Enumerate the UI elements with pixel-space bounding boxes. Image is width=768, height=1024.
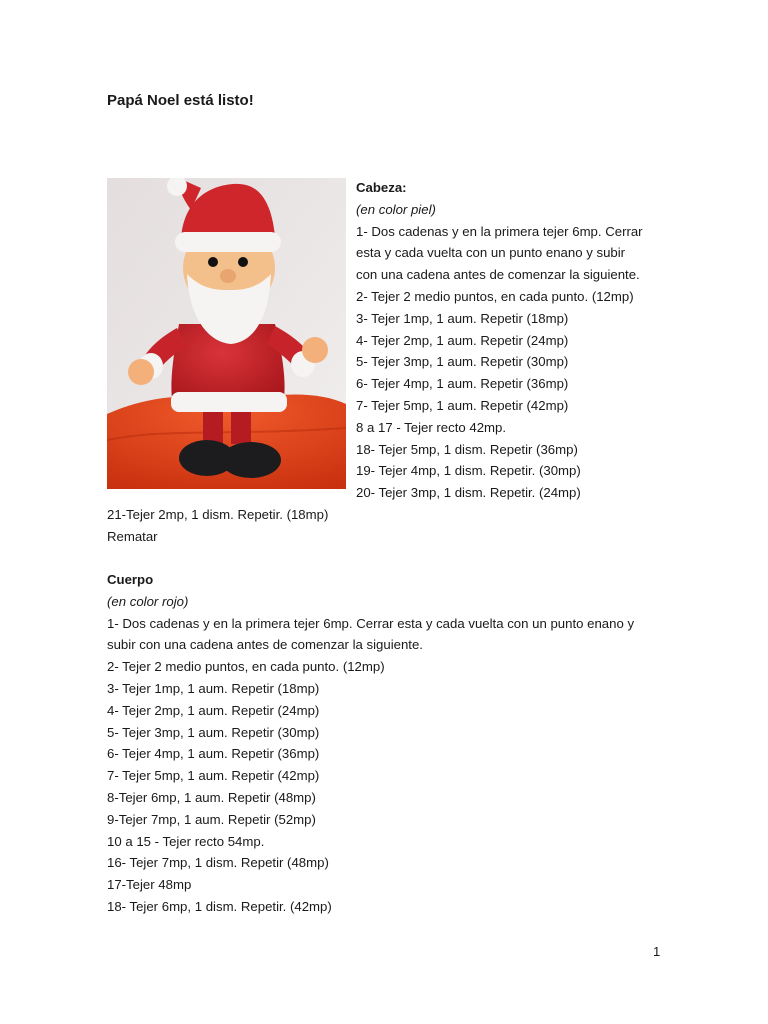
head-line: 5- Tejer 3mp, 1 aum. Repetir (30mp) xyxy=(356,354,569,370)
head-line: esta y cada vuelta con un punto enano y subir xyxy=(356,245,626,261)
head-heading: Cabeza: xyxy=(356,180,407,195)
document-title: Papá Noel está listo! xyxy=(107,92,254,109)
head-line: 18- Tejer 5mp, 1 dism. Repetir (36mp) xyxy=(356,441,578,457)
body-heading: Cuerpo xyxy=(107,572,154,587)
body-line: 8-Tejer 6mp, 1 aum. Repetir (48mp) xyxy=(107,789,316,805)
head-line: 4- Tejer 2mp, 1 aum. Repetir (24mp) xyxy=(356,332,569,348)
body-line: 16- Tejer 7mp, 1 dism. Repetir (48mp) xyxy=(107,855,329,871)
body-line: 4- Tejer 2mp, 1 aum. Repetir (24mp) xyxy=(107,702,320,718)
head-line: 7- Tejer 5mp, 1 aum. Repetir (42mp) xyxy=(356,397,569,413)
body-line: 1- Dos cadenas y en la primera tejer 6mp. Cerrar esta y cada vuelta con un punto enano y xyxy=(107,615,635,631)
body-line: 7- Tejer 5mp, 1 aum. Repetir (42mp) xyxy=(107,768,320,784)
body-line: 2- Tejer 2 medio puntos, en cada punto. (12mp) xyxy=(107,659,385,675)
body-line: 10 a 15 - Tejer recto 54mp. xyxy=(107,833,265,849)
head-line: 20- Tejer 3mp, 1 dism. Repetir. (24mp) xyxy=(356,485,581,501)
body-line: 6- Tejer 4mp, 1 aum. Repetir (36mp) xyxy=(107,746,320,762)
head-line: 19- Tejer 4mp, 1 dism. Repetir. (30mp) xyxy=(356,463,581,479)
head-line: 6- Tejer 4mp, 1 aum. Repetir (36mp) xyxy=(356,376,569,392)
page-number: 1 xyxy=(653,944,661,959)
head-line: Rematar xyxy=(107,528,158,544)
body-line: 17-Tejer 48mp xyxy=(107,877,192,893)
body-line: 9-Tejer 7mp, 1 aum. Repetir (52mp) xyxy=(107,811,316,827)
head-line: 1- Dos cadenas y en la primera tejer 6mp. Cerrar xyxy=(356,223,643,239)
head-line: con una cadena antes de comenzar la siguiente. xyxy=(356,267,640,283)
body-line: 18- Tejer 6mp, 1 dism. Repetir. (42mp) xyxy=(107,898,332,914)
body-line: 5- Tejer 3mp, 1 aum. Repetir (30mp) xyxy=(107,724,320,740)
body-line: subir con una cadena antes de comenzar la siguiente. xyxy=(107,637,423,653)
head-line: 21-Tejer 2mp, 1 dism. Repetir. (18mp) xyxy=(107,507,329,522)
head-line: 8 a 17 - Tejer recto 42mp. xyxy=(356,419,507,435)
body-color-note: (en color rojo) xyxy=(107,593,189,609)
head-color-note: (en color piel) xyxy=(356,201,436,217)
body-section xyxy=(107,569,634,918)
head-line: 2- Tejer 2 medio puntos, en cada punto. (12mp) xyxy=(356,288,634,304)
head-line: 3- Tejer 1mp, 1 aum. Repetir (18mp) xyxy=(356,310,569,326)
santa-amigurumi-photo xyxy=(107,178,346,489)
body-line: 3- Tejer 1mp, 1 aum. Repetir (18mp) xyxy=(107,680,320,696)
head-section xyxy=(356,177,643,504)
head-continuation xyxy=(107,504,328,548)
